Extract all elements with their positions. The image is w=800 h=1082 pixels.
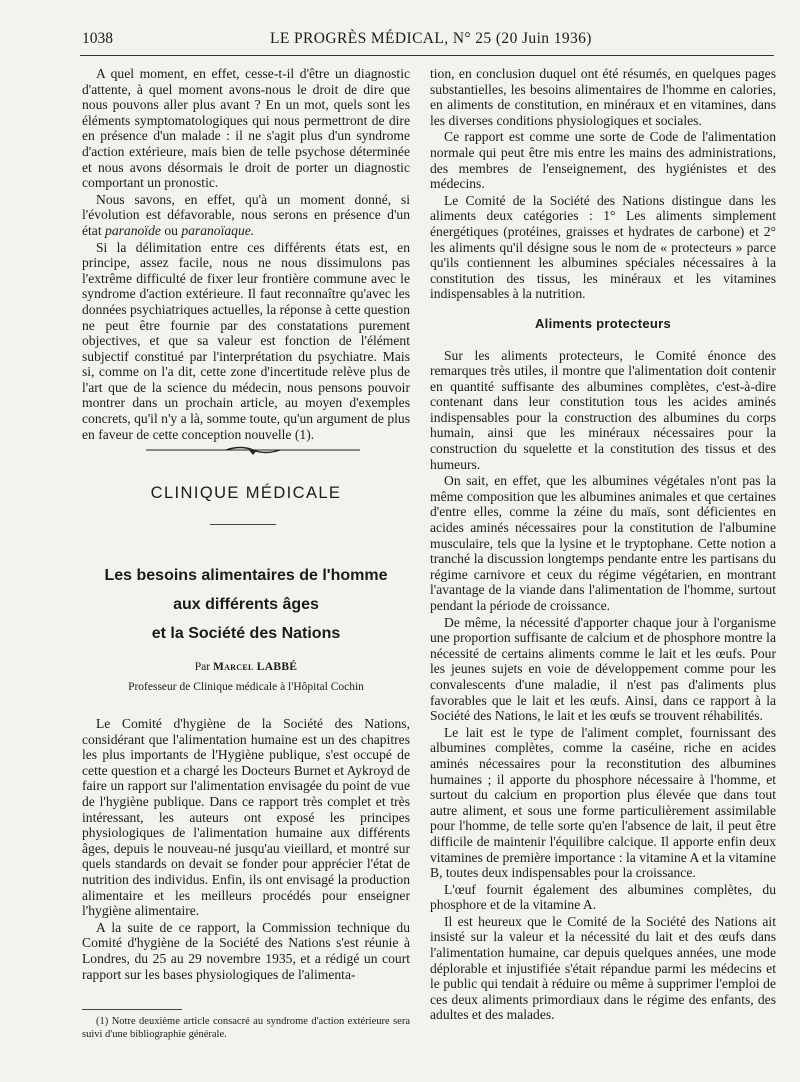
article-body-left	[82, 716, 410, 982]
header-rule	[80, 55, 774, 56]
paragraph: A la suite de ce rapport, la Commission technique du Comité d'hygiène de la Société des Nations s'est réunie à Londres, du 25 au 29 novembre 1935, et a rédigé un court rapport sur les bases physiologiques de l'alimenta-	[82, 919, 410, 982]
paragraph: A quel moment, en effet, cesse-t-il d'être un diagnostic d'attente, à quel moment avons-nous le droit de dire que nous pouvons aller plus avant ? En un mot, quels sont les éléments symptomatologiques qui nous permettront de dire en présence d'un malade : il ne s'agit plus d'un syndrome d'action extérieure, mais bien de telle psychose déterminée et nous avons désormais le droit de porter un diagnostic comportant un pronostic.	[82, 66, 410, 191]
italic-term: paranoïde	[105, 222, 161, 238]
paragraph: L'œuf fournit également des albumines complètes, du phosphore et de la vitamine A.	[430, 881, 776, 913]
conjunction: ou	[160, 222, 182, 238]
subheading: Aliments protecteurs	[534, 315, 672, 331]
footnote: (1) Notre deuxième article consacré au syndrome d'action extérieure sera suivi d'une bibliographie générale.	[82, 1016, 410, 1040]
paragraph: Le Comité d'hygiène de la Société des Nations, considérant que l'alimentation humaine est un des chapitres les plus importants de l'Hygiène publique, s'est occupé de cette question et a chargé les Docteurs Burnet et Aykroyd de faire un rapport sur l'alimentation envisagée du point de vue de l'hygiène publique. Dans ce rapport très complet et très intéressant, les auteurs ont exposé les principes physiologiques de l'alimentation humaine aux différents âges, depuis le nouveau-né jusqu'au vieillard, et montré sur quels standards on devait se fonder pour apprécier l'état de nutrition des individus. Enfin, ils ont envisagé la production alimentaire et les meilleurs procédés pour enseigner l'hygiène alimentaire.	[82, 716, 410, 919]
paragraph-text: Nous savons, en effet, qu'à un moment donné, si l'évolution est défavorable, nous serons en présence d'un état	[82, 191, 410, 238]
section-rule	[210, 524, 276, 525]
paragraph: On sait, en effet, que les albumines végétales n'ont pas la même composition que les albumines animales et que certaines d'entre elles, comme la zéine du maïs, sont déficientes en acides aminés nécessaires pour la constitution de l'albumine musculaire, tels que la lysine et le tryptophane. Cette notion a tranché la discussion longtemps pendante entre les partisans du régime carnivore et ceux du régime végétarien, en montrant l'avantage de la viande dans l'alimentation de l'homme, surtout pendant la période de croissance.	[430, 473, 776, 613]
byline	[82, 657, 410, 697]
paragraph: Le Comité de la Société des Nations distingue dans les aliments deux catégories : 1° Les aliments simplement énergétiques (protéines, graisses et hydrates de carbone) et 2° les aliments qu'il désigne sous le nom de « protecteurs » parce qu'ils contiennent les albumines spéciales nécessaires à la constitution des tissus, les minéraux et les vitamines indispensables à la nutrition.	[430, 192, 776, 302]
footnote-rule	[82, 1009, 182, 1010]
paragraph	[82, 192, 410, 239]
italic-term: paranoïaque.	[181, 222, 255, 238]
paragraph: Sur les aliments protecteurs, le Comité énonce des remarques très utiles, il montre que l'alimentation doit contenir en quantité suffisante des albumines complètes, c'est-à-dire contenant dans leur constitution tous les acides aminés indispensables pour la construction des albumines du corps humain, ainsi que les minéraux nécessaires pour la construction du squelette et la constitution des tissus et des humeurs.	[430, 347, 776, 472]
section-heading: CLINIQUE MÉDICALE	[150, 484, 342, 502]
title-line: aux différents âges	[173, 596, 319, 613]
by-label: Par	[194, 661, 211, 673]
paragraph: Il est heureux que le Comité de la Société des Nations ait insisté sur la valeur et la nécessité du lait et des œufs dans l'alimentation humaine, car depuis quelques années, une mode déplorable et injustifiée s'était répandue parmi les médecins et le public qui tendait à réduire ou même à supprimer l'emploi de ces deux aliments primordiaux dans le régime des enfants, des adultes et des malades.	[430, 913, 776, 1023]
running-header	[82, 30, 774, 52]
paragraph: Le lait est le type de l'aliment complet, fournissant des albumines complètes, comme la caséine, riche en acides aminés nécessaires pour la reconstitution des albumines humaines ; il apporte du phosphore nécessaire à l'homme, et surtout du calcium en proportion plus élevée que dans tout autre aliment, et sous une forme particulièrement assimilable pour l'homme, de telle sorte qu'en l'absence de lait, il peut être difficile de maintenir l'équilibre calcique. Il apporte enfin deux vitamines de première importance : la vitamine A et la vitamine B, toutes deux indispensables pour la croissance.	[430, 724, 776, 881]
author-affiliation: Professeur de Clinique médicale à l'Hôpital Cochin	[128, 681, 364, 693]
title-line: Les besoins alimentaires de l'homme	[104, 567, 388, 584]
author-name: Marcel LABBÉ	[212, 661, 298, 673]
author-line	[82, 657, 410, 677]
right-column	[430, 66, 776, 1023]
paragraph: Si la délimitation entre ces différents états est, en principe, assez facile, nous ne nous dissimulons pas l'extrême difficulté de fixer leur frontière commune avec le syndrome d'action extérieure. Il faut reconnaître qu'avec les données psychiatriques actuelles, la réponse à cette question ne peut être fournie par des constatations purement objectives, et que sa valeur est fonction de l'élément subjectif constitué par l'interprétation du psychiatre. Mais si, comme on l'a dit, cette zone d'incertitude relève plus de l'art que de la science du médecin, nous pensons pouvoir montrer dans un prochain article, au moyen d'exemples concrets, qu'il n'y a là, somme toute, qu'un argument de plus en faveur de cette conception nouvelle (1).	[82, 239, 410, 442]
paragraph: tion, en conclusion duquel ont été résumés, en quelques pages substantielles, les besoins alimentaires de l'homme en calories, en aliments de constitution, en minéraux et en vitamines, dans les diverses conditions physiologiques et sociales.	[430, 66, 776, 128]
page-number: 1038	[82, 30, 113, 47]
paragraph: De même, la nécessité d'apporter chaque jour à l'organisme une proportion suffisante de calcium et de phosphore montre la nécessité de certains aliments comme le lait et les œufs. Pour les jeunes sujets en voie de développement comme pour les convalescents d'une maladie, il n'est pas d'aliments plus favorables que le lait et les œufs. Ainsi, dans ce rapport à la Société des Nations, le lait et les œufs se trouvent réhabilités.	[430, 614, 776, 724]
title-line: et la Société des Nations	[151, 625, 341, 642]
paragraph: Ce rapport est comme une sorte de Code de l'alimentation normale qui peut être mis entre les mains des administrations, des membres de l'enseignement, des hygiénistes et des médecins.	[430, 129, 776, 192]
ornament-divider	[146, 443, 360, 457]
article-title	[82, 561, 410, 648]
left-column	[82, 66, 410, 442]
journal-title: LE PROGRÈS MÉDICAL, N° 25 (20 Juin 1936)	[270, 30, 592, 47]
